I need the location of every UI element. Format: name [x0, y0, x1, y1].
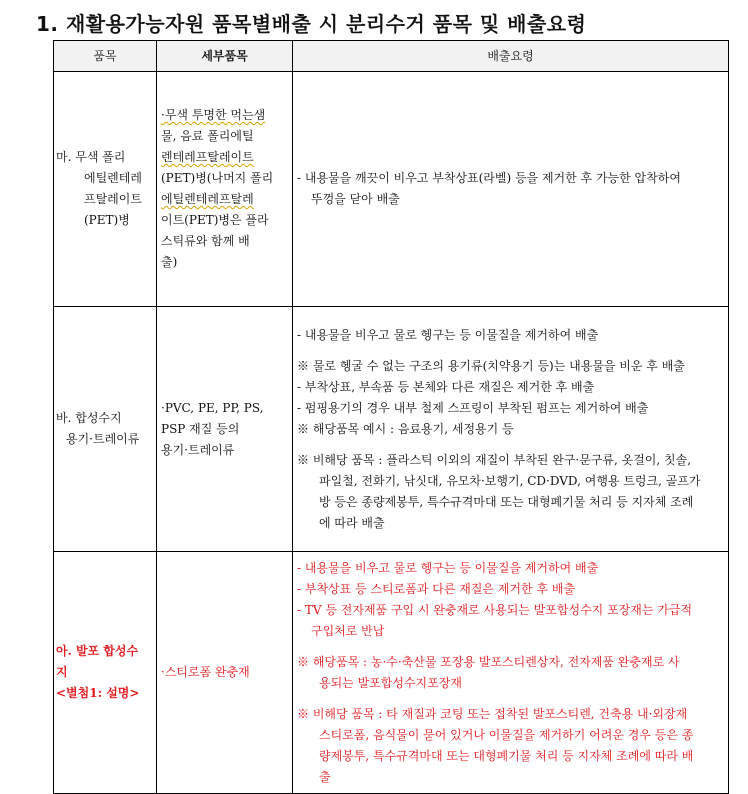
method-line: 뚜껑을 닫아 배출 [311, 192, 400, 206]
method-line: ※ 비해당 품목 : 타 재질과 코팅 또는 접착된 발포스티렌, 건축용 내·외장재 [297, 706, 688, 721]
header-item: 품목 [54, 41, 157, 72]
subitem-line: ·PVC, PE, PP, PS, [161, 400, 264, 415]
subitem-line: ·무색 투명한 먹는샘 [161, 108, 266, 122]
subitem-line: 렌테레프탈레이트 [161, 150, 254, 164]
subitem-line: PSP 재질 등의 [161, 421, 240, 436]
subitem-line: 용기·트레이류 [161, 442, 235, 457]
category-line: 바. 합성수지 [56, 411, 122, 425]
category-line: 지 [56, 665, 68, 679]
method-line: - 부착상표 등 스티로폼과 다른 재질은 제거한 후 배출 [297, 581, 576, 596]
category-line: 에틸렌테레 [84, 171, 142, 185]
category-line: 용기·트레이류 [66, 432, 140, 446]
category-line: (PET)병 [84, 213, 130, 227]
category-cell [54, 307, 157, 552]
category-line: 마. 무색 폴리 [56, 150, 126, 164]
method-line: 용되는 발포합성수지포장재 [319, 675, 462, 690]
table-row [54, 552, 729, 794]
subitem-cell [157, 307, 293, 552]
subitem-cell [157, 72, 293, 307]
subitem-line: 출) [161, 255, 178, 269]
category-cell [54, 72, 157, 307]
category-cell [54, 552, 157, 794]
table-row [54, 307, 729, 552]
method-line: - 내용물을 깨끗이 비우고 부착상표(라벨) 등을 제거한 후 가능한 압착하여 [297, 171, 681, 185]
subitem-line: (PET)병(나머지 폴리 [161, 171, 274, 185]
header-method: 배출요령 [293, 41, 729, 72]
header-subitem: 세부품목 [157, 41, 293, 72]
method-line: 출 [319, 769, 331, 784]
category-line: 아. 발포 합성수 [56, 644, 139, 658]
subitem-cell [157, 552, 293, 794]
page-title: 1. 재활용가능자원 품목별배출 시 분리수거 품목 및 배출요령 [36, 12, 587, 36]
subitem-line: ·스티로폼 완충재 [161, 665, 250, 679]
method-line: - 펌핑용기의 경우 내부 철제 스프링이 부착된 펌프는 제거하여 배출 [297, 400, 649, 415]
method-line: 에 따라 배출 [319, 515, 385, 530]
subitem-line: 물, 음료 폴리에틸 [161, 129, 254, 143]
method-line: 량제봉투, 특수규격마대 또는 대형폐기물 처리 등 지자체 조례에 따라 배 [319, 748, 694, 763]
method-line: - 내용물을 비우고 물로 헹구는 등 이물질을 제거하여 배출 [297, 327, 599, 342]
method-line: 방 등은 종량제봉투, 특수규격마대 또는 대형폐기물 처리 등 지자체 조례 [319, 494, 694, 509]
method-line: 파일철, 전화기, 낚싯대, 유모차·보행기, CD·DVD, 여행용 트렁크, 골프가 [319, 473, 701, 488]
method-line: ※ 물로 헹굴 수 없는 구조의 용기류(치약용기 등)는 내용물을 비운 후 배출 [297, 358, 685, 373]
table-row [54, 72, 729, 307]
method-line: 스티로폼, 음식물이 묻어 있거나 이물질을 제거하기 어려운 경우 등은 종 [319, 727, 694, 742]
method-line: ※ 해당품목 : 농·수·축산물 포장용 발포스티렌상자, 전자제품 완충재로 사 [297, 654, 680, 669]
table-header-row [54, 41, 729, 72]
method-cell [293, 552, 729, 794]
method-line: ※ 비해당 품목 : 플라스틱 이외의 재질이 부착된 완구·문구류, 옷걸이, 칫솔, [297, 452, 692, 467]
method-cell [293, 72, 729, 307]
method-line: - TV 등 전자제품 구입 시 완충재로 사용되는 발포합성수지 포장재는 가급적 [297, 602, 693, 617]
category-line: 프탈레이트 [84, 192, 142, 206]
subitem-line: 이트(PET)병은 플라 [161, 213, 269, 227]
guide-table [53, 40, 729, 794]
method-line: 구입처로 반납 [311, 623, 385, 638]
subitem-line: 스틱류와 함께 배 [161, 234, 250, 248]
method-line: - 부착상표, 부속품 등 본체와 다른 재질은 제거한 후 배출 [297, 379, 595, 394]
category-line: <별첨1: 설명> [56, 686, 140, 700]
method-cell [293, 307, 729, 552]
subitem-line: 에틸렌테레프탈레 [161, 192, 254, 206]
method-line: ※ 해당품목 예시 : 음료용기, 세정용기 등 [297, 421, 514, 436]
method-line: - 내용물을 비우고 물로 헹구는 등 이물질을 제거하여 배출 [297, 560, 599, 575]
